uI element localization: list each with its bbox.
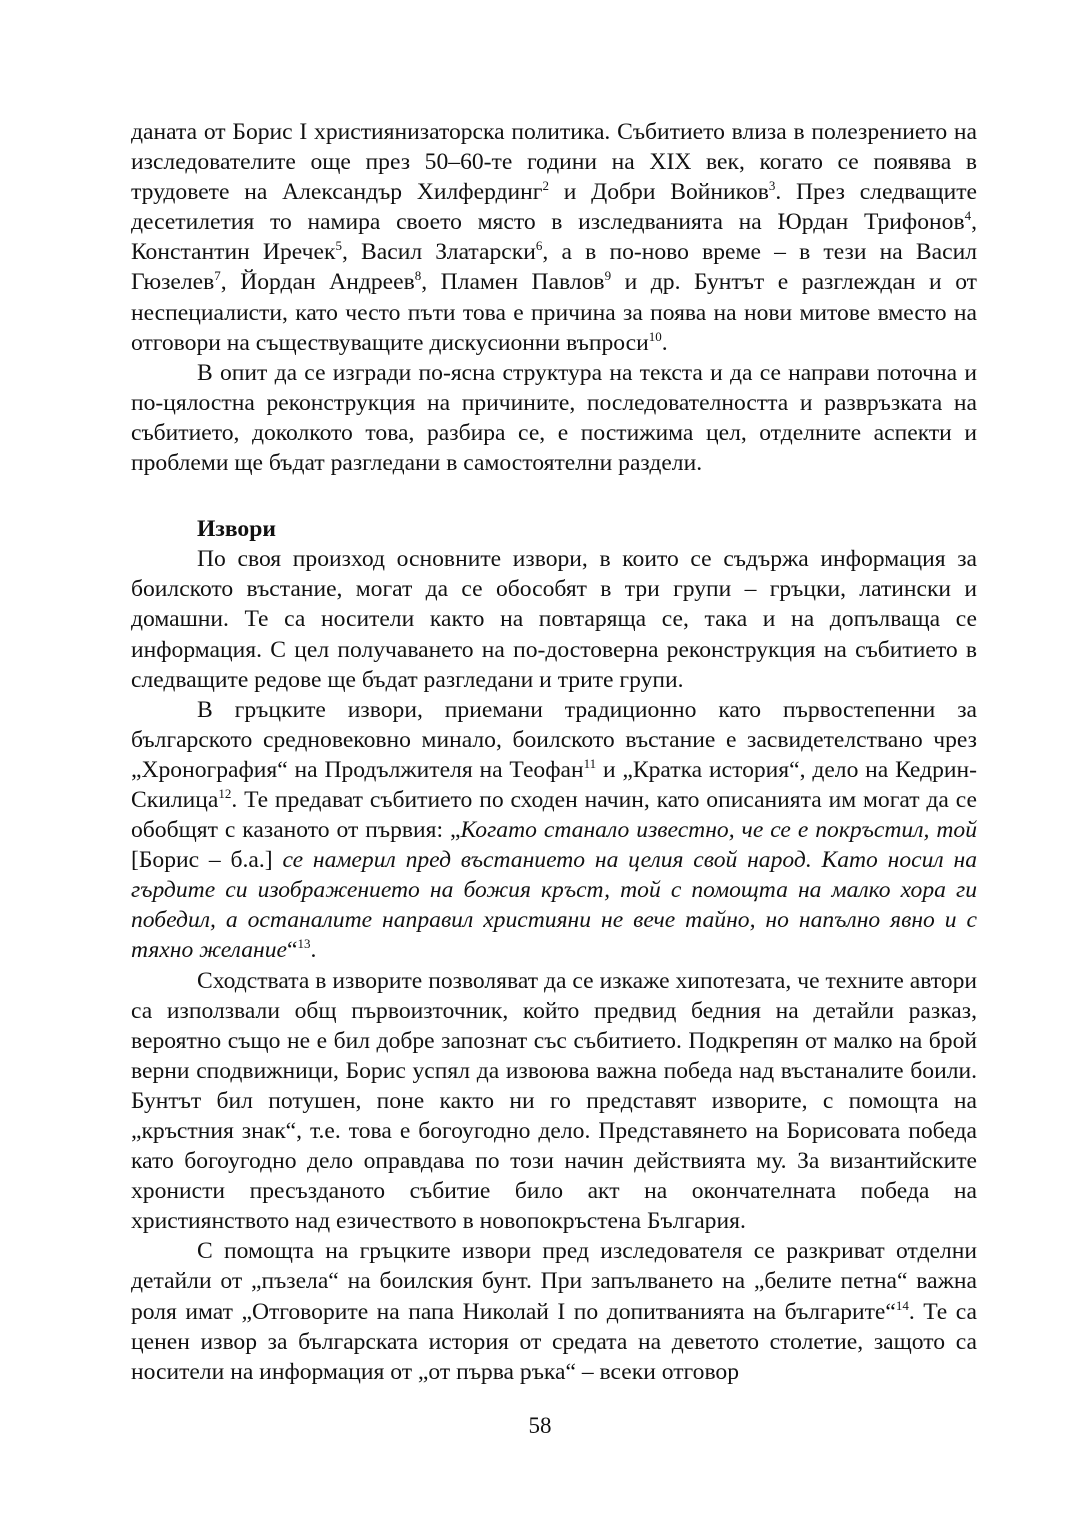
- text-run: . През следващите десетилетия то намира своето място в изследванията на Юрдан Трифонов: [131, 179, 977, 236]
- footnote-ref-5[interactable]: 5: [335, 238, 342, 254]
- text-run: . Те са ценен извор за българската история от средата на деветото столетие, защото са носители на информация от „от първа ръка“ – всеки отговор: [131, 1298, 977, 1385]
- text-run: .: [310, 937, 317, 964]
- paragraph-intro-historiography: [131, 117, 977, 358]
- footnote-ref-6[interactable]: 6: [535, 238, 543, 254]
- footnote-ref-12[interactable]: 12: [218, 786, 232, 802]
- editor-note: [Борис – б.а.]: [131, 847, 283, 874]
- paragraph-pope-answers: [131, 1236, 977, 1386]
- text-run: даната от Борис I християнизаторска политика. Събитието влиза в полезрението на изследователите още през 50–60-те години на XIX век, когато се появява в трудовете на Александър Хилфердинг: [131, 119, 977, 206]
- footnote-ref-10[interactable]: 10: [648, 328, 662, 344]
- text-run: и „Кратка история“, дело на Кедрин-Скилица: [131, 756, 978, 813]
- footnote-ref-3[interactable]: 3: [768, 178, 776, 194]
- text-run: , Пламен Павлов: [421, 269, 605, 296]
- text-run: и Добри Войников: [549, 179, 769, 206]
- footnote-ref-4[interactable]: 4: [964, 208, 972, 224]
- footnote-ref-14[interactable]: 14: [895, 1297, 909, 1313]
- text-run: , Константин Иречек: [131, 209, 977, 266]
- paragraph-source-groups: По своя произход основните извори, в които се съдържа информация за боилското въстание, могат да се обособят в три групи – гръцки, латински и домашни. Те са носители както на повтаряща се, така и на допълваща се информация. С цел получаването на по-достоверна реконструкция на събитието в следващите редове ще бъдат разгледани и трите групи.: [131, 546, 977, 693]
- footnote-ref-9[interactable]: 9: [604, 268, 612, 284]
- page-number: 58: [528, 1413, 552, 1438]
- text-run: , Йордан Андреев: [220, 269, 415, 296]
- footnote-ref-8[interactable]: 8: [414, 268, 422, 284]
- section-heading-sources: Извори: [197, 516, 276, 543]
- footnote-ref-7[interactable]: 7: [214, 268, 221, 284]
- footnote-ref-11[interactable]: 11: [583, 756, 597, 772]
- text-run: , Васил Златарски: [341, 239, 536, 266]
- document-body: [131, 117, 977, 1387]
- paragraph-common-source: Сходствата в изворите позволяват да се изкаже хипотезата, че техните автори са използвали общ първоизточник, който предвид бедния на детайли разказ, вероятно също не е бил добре запознат със събитието. Подкрепян от малко на брой верни сподвижници, Борис успял да извоюва важна победа над въстаналите боили. Бунтът бил потушен, поне както ни го представят изворите, с помощта на „кръстния знак“, т.е. това е богоугодно дело. Представянето на Борисовата победа като богоугодно дело оправдава по този начин действията му. За византийските хронисти пресъзданото събитие било акт на окончателната победа на християнството над езичеството в новопокръстена България.: [131, 967, 977, 1235]
- text-run: С помощта на гръцките извори пред изследователя се разкриват отделни детайли от „пъзела“ на боилския бунт. При запълването на „белите петна“ важна роля имат „Отговорите на папа Николай I по допитванията на българите“: [131, 1238, 977, 1325]
- text-run: , а в по-ново време – в тези на Васил Гюзелев: [131, 239, 977, 296]
- text-run: .: [661, 329, 668, 356]
- quote-italic: Когато станало известно, че се е покръстил, той: [460, 817, 977, 844]
- footnote-ref-2[interactable]: 2: [542, 178, 549, 194]
- paragraph-structure: В опит да се изгради по-ясна структура на текста и да се направи поточна и по-цялостна реконструкция на причините, последователността и развръзката на събитието, доколкото това, разбира се, е постижима цел, отделните аспекти и проблеми ще бъдат разгледани в самостоятелни раздели.: [131, 359, 977, 477]
- text-run: и др. Бунтът е разглеждан и от неспециалисти, като често пъти това е причина за поява на нови митове вместо на отговори на съществуващите дискусионни въпроси: [131, 269, 977, 356]
- footnote-ref-13[interactable]: 13: [297, 936, 311, 952]
- quote-close: “: [287, 937, 298, 964]
- text-run: В гръцките извори, приемани традиционно като първостепенни за българското средновековно минало, боилското въстание е засвидетелствано чрез „Хронография“ на Продължителя на Теофан: [131, 696, 977, 783]
- paragraph-greek-sources: [131, 695, 977, 966]
- quote-italic: се намерил пред въстанието на целия свой народ. Като носил на гърдите си изображението на божия кръст, той с помощта на малко хора ги победил, а останалите направил християни не вече тайно, но напълно явно и с тяхно желание: [131, 847, 977, 964]
- text-run: . Те предават събитието по сходен начин, като описанията им могат да се обобщят с казаното от първия: „: [131, 786, 977, 844]
